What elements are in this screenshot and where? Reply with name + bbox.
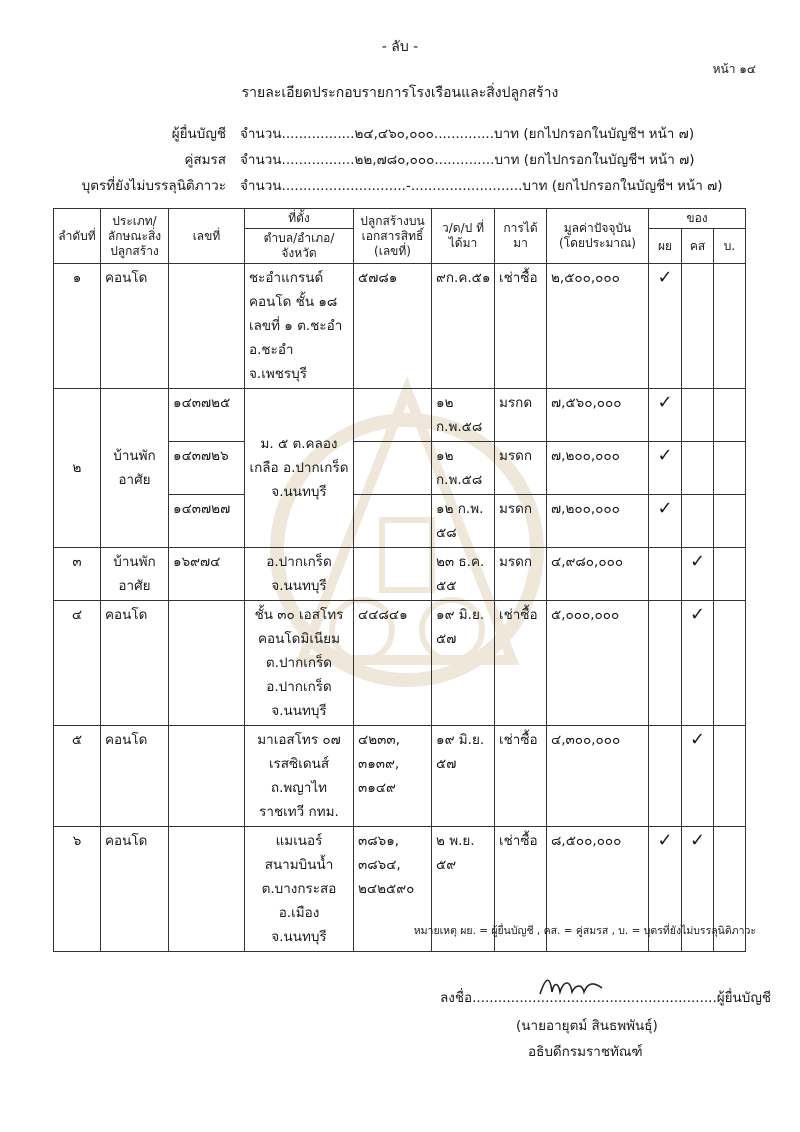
check-mark-declarant: ✓ bbox=[649, 827, 682, 952]
page-number: หน้า ๑๔ bbox=[712, 62, 756, 76]
cell-location: ชะอำแกรนด์ คอนโด ชั้น ๑๘ เลขที่ ๑ ต.ชะอำ อ.ชะอำ จ.เพชรบุรี bbox=[245, 264, 354, 389]
cell-acquire: มรดก bbox=[495, 442, 547, 495]
summary-label-spouse: คู่สมรส bbox=[184, 152, 226, 168]
buildings-table bbox=[53, 208, 746, 952]
check-mark-spouse: ✓ bbox=[682, 827, 714, 952]
check-mark-child bbox=[714, 495, 746, 548]
header-no: ลำดับที่ bbox=[54, 209, 101, 264]
cell-number bbox=[169, 601, 245, 726]
cell-number: ๑๔๓๗๒๗ bbox=[169, 495, 245, 548]
cell-date: ๙ก.ค.๕๑ bbox=[432, 264, 495, 389]
cell-acquire: มรกด bbox=[495, 389, 547, 442]
check-mark-spouse bbox=[682, 442, 714, 495]
check-mark-child bbox=[714, 442, 746, 495]
header-date: ว/ด/ป ที่ได้มา bbox=[432, 209, 495, 264]
check-mark-spouse: ✓ bbox=[682, 726, 714, 827]
cell-no: ๔ bbox=[54, 601, 101, 726]
cell-acquire: เช่าซื้อ bbox=[495, 726, 547, 827]
check-mark-child bbox=[714, 389, 746, 442]
cell-no: ๓ bbox=[54, 548, 101, 601]
cell-deed: ๔๔๘๔๑ bbox=[354, 601, 432, 726]
table-row bbox=[54, 548, 746, 601]
check-mark-child bbox=[714, 548, 746, 601]
footnote: หมายเหตุ ผย. = ผู้ยื่นบัญชี , คส. = คู่สมรส , บ. = บุตรที่ยังไม่บรรลุนิติภาวะ bbox=[413, 925, 756, 937]
cell-acquire: มรดก bbox=[495, 548, 547, 601]
cell-deed bbox=[354, 548, 432, 601]
cell-value: ๗,๒๐๐,๐๐๐ bbox=[547, 442, 649, 495]
cell-location: ม. ๕ ต.คลองเกลือ อ.ปากเกร็ด จ.นนทบุรี bbox=[245, 389, 354, 548]
header-number: เลขที่ bbox=[169, 209, 245, 264]
header-owner-child: บ. bbox=[714, 229, 746, 264]
check-mark-declarant bbox=[649, 601, 682, 726]
signer-title: อธิบดีกรมราชทัณฑ์ bbox=[528, 1044, 643, 1060]
check-mark-spouse: ✓ bbox=[682, 601, 714, 726]
summary-line-declarant: จำนวน.................๒๔,๔๖๐,๐๐๐..............บาท (ยกไปกรอกในบัญชีฯ หน้า ๗) bbox=[240, 126, 695, 142]
check-mark-child bbox=[714, 601, 746, 726]
cell-value: ๘,๕๐๐,๐๐๐ bbox=[547, 827, 649, 952]
cell-location: แมเนอร์ สนามบินน้ำ ต.บางกระสอ อ.เมือง จ.นนทบุรี bbox=[245, 827, 354, 952]
cell-no: ๑ bbox=[54, 264, 101, 389]
signature-line: ลงชื่อ.........................................................ผู้ยื่นบัญชี bbox=[440, 990, 772, 1006]
summary-label-declarant: ผู้ยื่นบัญชี bbox=[171, 126, 226, 142]
page-title: รายละเอียดประกอบรายการโรงเรือนและสิ่งปลูกสร้าง bbox=[241, 85, 559, 101]
cell-acquire: เช่าซื้อ bbox=[495, 827, 547, 952]
cell-number: ๑๖๙๗๔ bbox=[169, 548, 245, 601]
cell-date: ๑๒ ก.พ.๕๘ bbox=[432, 442, 495, 495]
cell-number: ๑๔๓๗๒๕ bbox=[169, 389, 245, 442]
cell-location: ชั้น ๓๐ เอสโทร คอนโดมิเนียม ต.ปากเกร็ด อ.ปากเกร็ด จ.นนทบุรี bbox=[245, 601, 354, 726]
header-owner-spouse: คส bbox=[682, 229, 714, 264]
handwritten-signature bbox=[536, 974, 606, 1002]
check-mark-declarant: ✓ bbox=[649, 389, 682, 442]
header-owner-declarant: ผย bbox=[649, 229, 682, 264]
cell-value: ๔,๙๘๐,๐๐๐ bbox=[547, 548, 649, 601]
cell-value: ๗,๒๐๐,๐๐๐ bbox=[547, 495, 649, 548]
confidential-mark: - ลับ - bbox=[381, 39, 419, 55]
cell-deed: ๓๘๖๑, ๓๘๖๔, ๒๔๒๕๙๐ bbox=[354, 827, 432, 952]
cell-date: ๑๒ ก.พ.๕๘ bbox=[432, 389, 495, 442]
cell-location: มาเอสโทร ๐๗ เรสซิเดนส์ ถ.พญาไท ราชเทวี กทม. bbox=[245, 726, 354, 827]
check-mark-child bbox=[714, 726, 746, 827]
cell-number bbox=[169, 726, 245, 827]
check-mark-declarant bbox=[649, 548, 682, 601]
cell-value: ๗,๕๖๐,๐๐๐ bbox=[547, 389, 649, 442]
cell-no: ๒ bbox=[54, 389, 101, 548]
check-mark-declarant bbox=[649, 726, 682, 827]
table-row bbox=[54, 389, 746, 442]
check-mark-spouse bbox=[682, 495, 714, 548]
check-mark-spouse bbox=[682, 389, 714, 442]
table-row bbox=[54, 726, 746, 827]
cell-type: บ้านพักอาศัย bbox=[101, 389, 169, 548]
header-location-sub: ตำบล/อำเภอ/จังหวัด bbox=[245, 229, 354, 264]
cell-type: บ้านพักอาศัย bbox=[101, 548, 169, 601]
cell-deed bbox=[354, 495, 432, 548]
cell-number bbox=[169, 264, 245, 389]
cell-date: ๑๙ มิ.ย. ๕๗ bbox=[432, 726, 495, 827]
check-mark-spouse bbox=[682, 264, 714, 389]
cell-location: อ.ปากเกร็ด จ.นนทบุรี bbox=[245, 548, 354, 601]
cell-number bbox=[169, 827, 245, 952]
cell-value: ๕,๐๐๐,๐๐๐ bbox=[547, 601, 649, 726]
summary-line-children: จำนวน.............................-..........................บาท (ยกไปกรอกในบัญชีฯ หน้า ๗) bbox=[240, 178, 723, 194]
header-deed: ปลูกสร้างบนเอกสารสิทธิ์ (เลขที่) bbox=[354, 209, 432, 264]
cell-date: ๒ พ.ย. ๕๙ bbox=[432, 827, 495, 952]
cell-date: ๑๙ มิ.ย. ๕๗ bbox=[432, 601, 495, 726]
cell-value: ๔,๓๐๐,๐๐๐ bbox=[547, 726, 649, 827]
summary-label-children: บุตรที่ยังไม่บรรลุนิติภาวะ bbox=[81, 178, 226, 194]
cell-date: ๒๓ ธ.ค. ๕๕ bbox=[432, 548, 495, 601]
cell-value: ๒,๕๐๐,๐๐๐ bbox=[547, 264, 649, 389]
signer-name: (นายอายุตม์ สินธพพันธุ์) bbox=[516, 1018, 658, 1034]
cell-type: คอนโด bbox=[101, 827, 169, 952]
cell-deed bbox=[354, 442, 432, 495]
cell-acquire: เช่าซื้อ bbox=[495, 264, 547, 389]
cell-type: คอนโด bbox=[101, 601, 169, 726]
table-row bbox=[54, 264, 746, 389]
check-mark-declarant: ✓ bbox=[649, 495, 682, 548]
cell-number: ๑๔๓๗๒๖ bbox=[169, 442, 245, 495]
header-value: มูลค่าปัจจุบัน (โดยประมาณ) bbox=[547, 209, 649, 264]
cell-type: คอนโด bbox=[101, 264, 169, 389]
cell-acquire: เช่าซื้อ bbox=[495, 601, 547, 726]
table-row bbox=[54, 601, 746, 726]
header-location: ที่ตั้ง bbox=[245, 209, 354, 229]
cell-deed: ๔๒๓๓, ๓๑๓๙, ๓๑๔๙ bbox=[354, 726, 432, 827]
check-mark-spouse: ✓ bbox=[682, 548, 714, 601]
cell-no: ๕ bbox=[54, 726, 101, 827]
check-mark-child bbox=[714, 264, 746, 389]
cell-type: คอนโด bbox=[101, 726, 169, 827]
check-mark-declarant: ✓ bbox=[649, 264, 682, 389]
check-mark-declarant: ✓ bbox=[649, 442, 682, 495]
cell-deed: ๕๗๘๑ bbox=[354, 264, 432, 389]
cell-date: ๑๒ ก.พ. ๕๘ bbox=[432, 495, 495, 548]
cell-deed bbox=[354, 389, 432, 442]
summary-line-spouse: จำนวน.................๒๒,๗๘๐,๐๐๐..............บาท (ยกไปกรอกในบัญชีฯ หน้า ๗) bbox=[240, 152, 695, 168]
header-owner: ของ bbox=[649, 209, 746, 229]
cell-acquire: มรดก bbox=[495, 495, 547, 548]
header-acquire: การได้มา bbox=[495, 209, 547, 264]
cell-no: ๖ bbox=[54, 827, 101, 952]
header-type: ประเภท/ลักษณะสิ่งปลูกสร้าง bbox=[101, 209, 169, 264]
